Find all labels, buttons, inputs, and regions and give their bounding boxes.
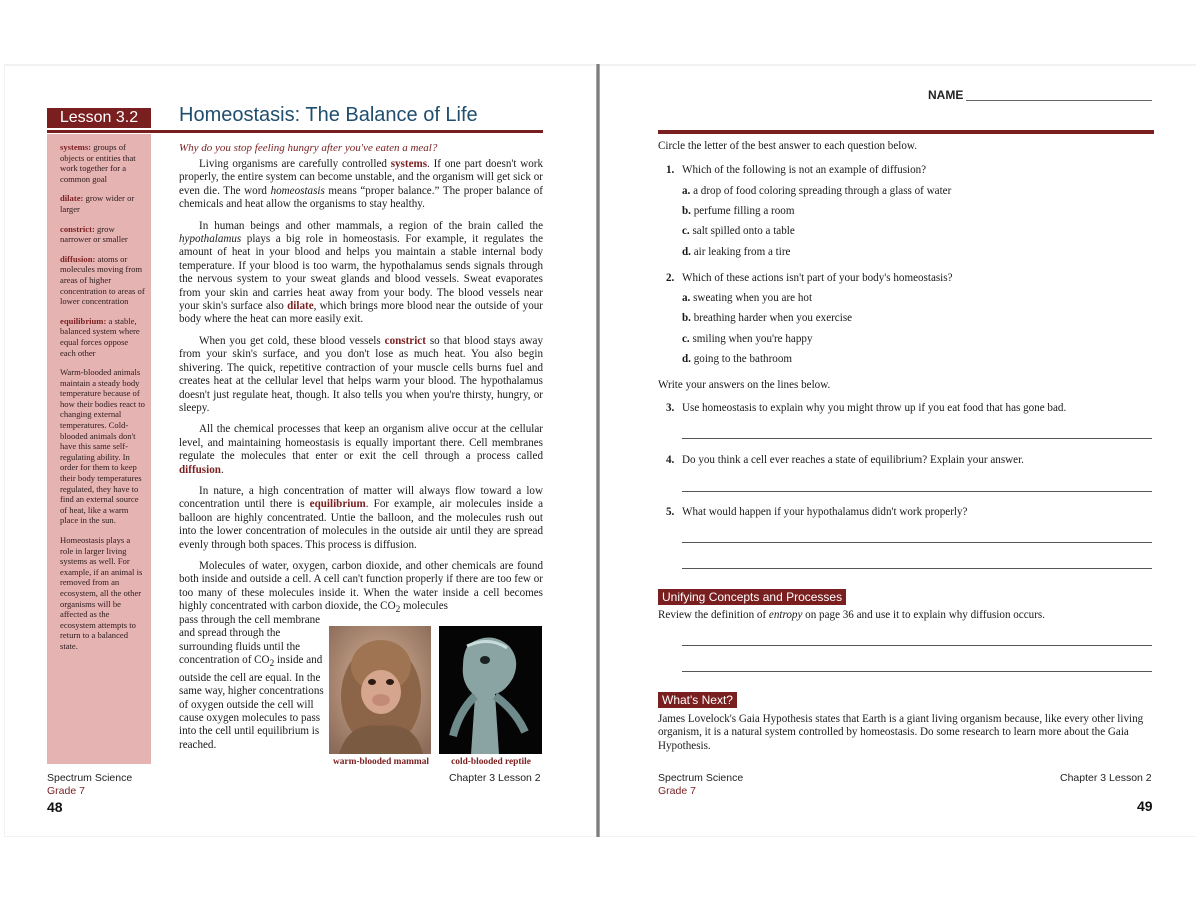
footer-chapter: Chapter 3 Lesson 2: [449, 772, 541, 784]
page-number: 48: [47, 799, 63, 815]
header-rule: [658, 130, 1154, 134]
unifying-concepts-text: Review the definition of entropy on page 36 and use it to explain why diffusion occurs.: [658, 609, 1045, 621]
answer-option[interactable]: d. going to the bathroom: [682, 353, 793, 365]
question-1: 1. Which of the following is not an example of diffusion?: [666, 164, 927, 176]
footer-book-title: Spectrum Science: [658, 772, 744, 784]
lesson-question: Why do you stop feeling hungry after you've eaten a meal?: [179, 142, 438, 154]
lesson-body: [179, 158, 543, 626]
answer-option[interactable]: a. sweating when you are hot: [682, 292, 813, 304]
caption-mammal: warm-blooded mammal: [332, 757, 430, 767]
footer-book-title: Spectrum Science: [47, 772, 133, 784]
vocab-entry: equilibrium: a stable, balanced system where equal forces oppose each other: [60, 315, 140, 358]
answer-line[interactable]: [682, 491, 1152, 492]
vocab-entry: constrict: grow narrower or smaller: [60, 223, 128, 245]
page-48: [5, 66, 596, 836]
vocab-entry: systems: groups of objects or entities that work together for a common goal: [60, 142, 136, 184]
paragraph: In human beings and other mammals, a region of the brain called the hypothalamus plays a big role in homeostasis. For example, it regulates the amount of heat in your blood and helps you maintain a stable internal body temperature. If your blood is too warm, the hypothalamus sends signals through the nervous system to your sweat glands and blood vessels. Sweat evaporates from your skin and carries heat away from your body. The blood vessels near your skin's surface also dilate, which brings more blood near the outside of your body where the heat can more easily exit.: [179, 219, 543, 326]
paragraph: In nature, a high concentration of matter will always flow toward a low concentration until there is equilibrium. For example, air molecules inside a balloon are highly concentrated. Untie the balloon, and the molecules rush out into the lower concentration of molecules in the outside air until they are spread evenly through both spaces. This process is diffusion.: [179, 484, 543, 551]
question-4: 4. Do you think a cell ever reaches a state of equilibrium? Explain your answer.: [666, 454, 1024, 466]
vocabulary-sidebar: [47, 134, 151, 764]
answer-line[interactable]: [682, 542, 1152, 543]
answer-option[interactable]: a. a drop of food coloring spreading through a glass of water: [682, 185, 952, 197]
footer-grade: Grade 7: [658, 785, 696, 797]
lizard-photo: [439, 626, 542, 754]
answer-line[interactable]: [682, 568, 1152, 569]
answer-option[interactable]: b. perfume filling a room: [682, 205, 795, 217]
sidebar-note: Warm-blooded animals maintain a steady body temperature because of how their bodies react to changing external temperatures. Cold-blooded animals don't have this same self-regulating ability. In order for them to keep their body temperatures regulated, they have to find an external source of heat, like a warm place in the sun.: [60, 367, 145, 526]
question-5: 5. What would happen if your hypothalamus didn't work properly?: [666, 506, 968, 518]
title-rule: [47, 130, 543, 133]
whats-next-heading: What's Next?: [658, 692, 737, 708]
footer-grade: Grade 7: [47, 785, 85, 797]
whats-next-text: James Lovelock's Gaia Hypothesis states that Earth is a giant living organism because, like every other living organism, it is a natural system controlled by homeostasis. Do some research to learn more about the Gaia Hypothesis.: [658, 713, 1144, 752]
vocab-entry: dilate: grow wider or larger: [60, 193, 135, 214]
sidebar-note: Homeostasis plays a role in larger living systems as well. For example, if an animal is removed from an ecosystem, all the other organisms will be affected as the ecosystem attempts to return to a balanced state.: [60, 535, 143, 651]
footer-chapter: Chapter 3 Lesson 2: [1060, 772, 1152, 784]
lesson-title: Homeostasis: The Balance of Life: [179, 104, 478, 126]
answer-line[interactable]: [682, 671, 1152, 672]
page-49: [600, 66, 1196, 836]
lesson-label: Lesson 3.2: [47, 108, 151, 128]
answer-option[interactable]: c. smiling when you're happy: [682, 333, 813, 345]
name-label: NAME: [928, 88, 964, 102]
answer-option[interactable]: d. air leaking from a tire: [682, 246, 791, 258]
name-field[interactable]: [966, 100, 1152, 101]
paragraph: Living organisms are carefully controlled systems. If one part doesn't work properly, the entire system can become unstable, and the organism will get sick or even die. The word homeostasis means “proper balance.” The proper balance of chemicals and heat allow the organisms to stay healthy.: [179, 158, 543, 211]
paragraph: When you get cold, these blood vessels constrict so that blood stays away from your skin's surface, and you don't lose as much heat. You also begin shivering. The quick, repetitive contraction of your muscle cells burns fuel and creates heat at the cellular level that helps warm your blood. The hypothalamus doesn't just regulate heat, though. It also tells you when you're thirsty, hungry, or sleepy.: [179, 334, 543, 414]
answer-line[interactable]: [682, 645, 1152, 646]
answer-option[interactable]: b. breathing harder when you exercise: [682, 312, 853, 324]
answer-line[interactable]: [682, 438, 1152, 439]
answer-option[interactable]: c. salt spilled onto a table: [682, 225, 795, 237]
unifying-concepts-heading: Unifying Concepts and Processes: [658, 589, 846, 605]
instructions-multiple-choice: Circle the letter of the best answer to each question below.: [658, 140, 917, 152]
paragraph: Molecules of water, oxygen, carbon dioxide, and other chemicals are found both inside and outside a cell. A cell can't function properly if there are too few or too many of these molecules inside it. When the water inside a cell becomes highly concentrated with carbon dioxide, the $CO_2$ molecules: [179, 559, 543, 616]
paragraph-continued: pass through the cell membrane and spread through the surrounding fluids until the concentration of $CO_2$ inside and outside the cell are equal. In the same way, higher concentrations of oxygen outside the cell will cause oxygen molecules to pass into the cell until equilibrium is reached.: [179, 614, 324, 751]
paragraph: All the chemical processes that keep an organism alive occur at the cellular level, and maintaining homeostasis is equally important there. Cell membranes regulate the molecules that enter or exit the cell through a process called diffusion.: [179, 423, 543, 476]
vocab-entry: diffusion: atoms or molecules moving from areas of higher concentration to areas of lower concentration: [60, 253, 145, 307]
question-3: 3. Use homeostasis to explain why you might throw up if you eat food that has gone bad.: [666, 402, 1067, 414]
instructions-written: Write your answers on the lines below.: [658, 379, 831, 391]
caption-reptile: cold-blooded reptile: [451, 757, 531, 767]
monkey-photo: [329, 626, 431, 754]
question-2: 2. Which of these actions isn't part of your body's homeostasis?: [666, 272, 953, 284]
page-number: 49: [1137, 798, 1153, 814]
